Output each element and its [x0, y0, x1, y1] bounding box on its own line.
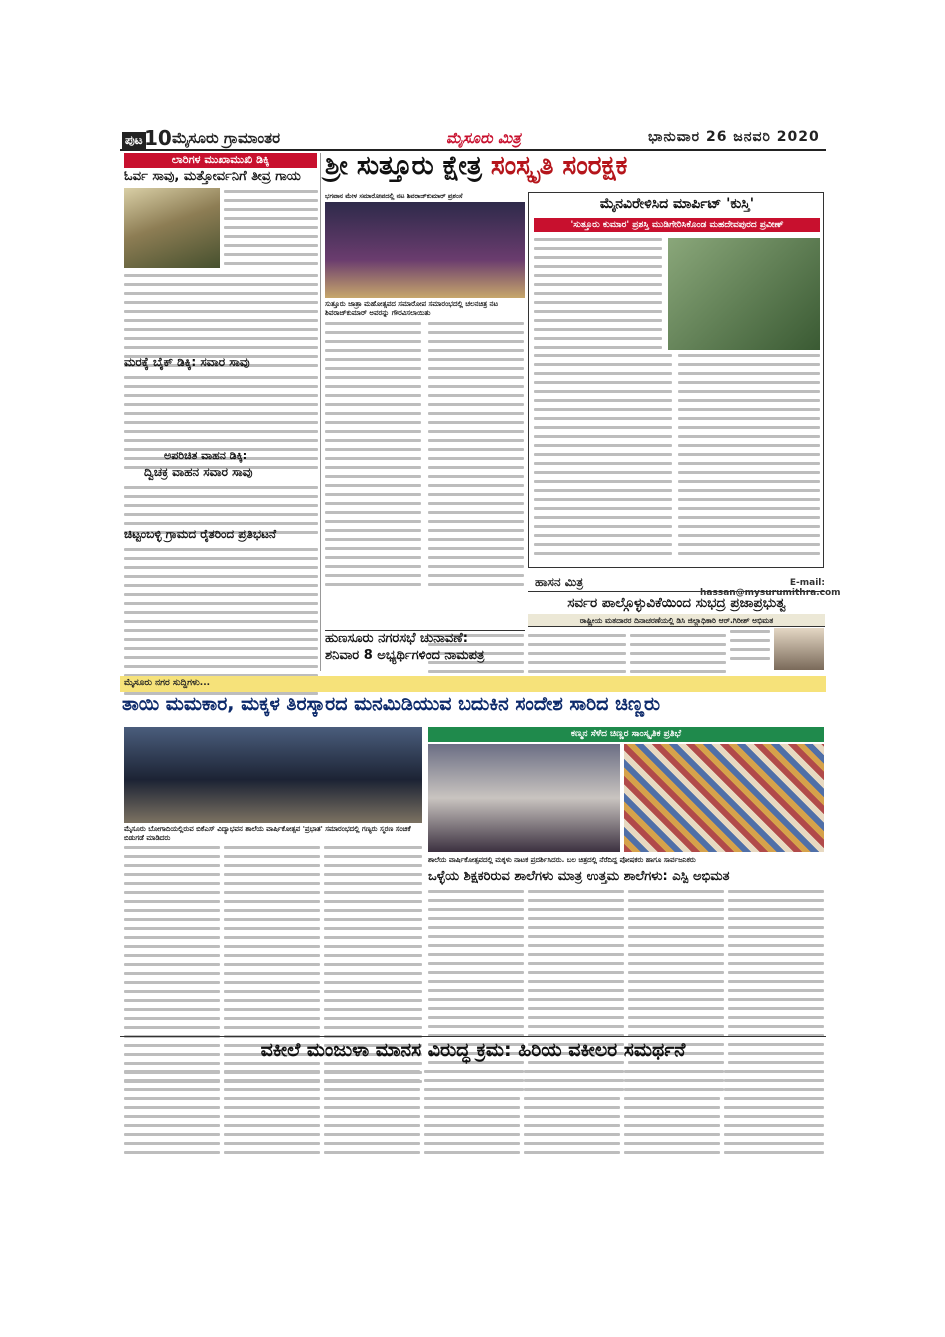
page-number: 10: [144, 126, 172, 150]
page-label: ಪುಟ: [122, 132, 146, 149]
dc-portrait-photo: [774, 628, 824, 670]
lawyer-text-col2: [224, 1070, 320, 1160]
unknown-vehicle-headline: ಅಪರಿಚಿತ ವಾಹನ ಡಿಕ್ಕಿ:: [164, 449, 248, 462]
lawyer-headline: ವಕೀಲೆ ಮಂಜುಳಾ ಮಾನಸ ವಿರುದ್ಧ ಕ್ರಮ: ಹಿರಿಯ ವಕೀಲರ ಸಮರ್ಥನೆ: [260, 1039, 686, 1061]
main-headline-part2: ಸಂಸ್ಕೃತಿ ಸಂರಕ್ಷಕ: [490, 151, 628, 181]
center-text-col2: [428, 322, 524, 592]
accident-banner: ಲಾರಿಗಳ ಮುಖಾಮುಖಿ ಡಿಕ್ಕಿ: [124, 153, 317, 168]
lawyer-text-col6: [624, 1070, 720, 1160]
good-schools-headline: ಒಳ್ಳೆಯ ಶಿಕ್ಷಕರಿರುವ ಶಾಲೆಗಳು ಮಾತ್ರ ಉತ್ತಮ ಶಾಲೆಗಳು: ಎಸ್ಪಿ ಅಭಿಮತ: [428, 869, 730, 884]
good-schools-col1: [428, 890, 524, 1097]
issue-date: ಭಾನುವಾರ 26 ಜನವರಿ 2020: [648, 129, 820, 145]
main-headline: [325, 152, 825, 181]
wrestling-text-col1: [534, 238, 662, 355]
accident-headline: ಓರ್ವ ಸಾವು, ಮತ್ತೋರ್ವನಿಗೆ ತೀವ್ರ ಗಾಯ: [124, 169, 301, 184]
good-schools-col4: [728, 890, 824, 1097]
school-photo-caption: ಮೈಸೂರು ಬೋಗಾದಿಯಲ್ಲಿರುವ ಬಿಕೆಎಸ್ ವಿದ್ಯಾಭವನ ಶಾಲೆಯ ವಾರ್ಷಿಕೋತ್ಸವ 'ಪ್ರಭಾತ' ಸಮಾರಂಭದಲ್ಲಿ ಗಣ್ಯರು ಸ್ಮರಣ ಸಂಚಿಕೆ ಬಿಡುಗಡೆ ಮಾಡಿದರು: [124, 825, 411, 842]
wrestling-subhead: 'ಸುತ್ತೂರು ಕುಮಾರ' ಪ್ರಶಸ್ತಿ ಮುಡಿಗೇರಿಸಿಕೊಂಡ ಮಹದೇವಪುರದ ಪ್ರವೀಣ್: [534, 218, 820, 232]
city-news-label: ಮೈಸೂರು ನಗರ ಸುದ್ದಿಗಳು...: [124, 678, 211, 688]
lawyer-text-col5: [524, 1070, 620, 1160]
stage-photo: [325, 202, 525, 298]
school-headline: ತಾಯಿ ಮಮಕಾರ, ಮಕ್ಕಳ ತಿರಸ್ಕಾರದ ಮನಮಿಡಿಯುವ ಬದುಕಿನ ಸಂದೇಶ ಸಾರಿದ ಚಿಣ್ಣರು: [122, 693, 661, 715]
wrestling-headline: ಮೈನವಿರೇಳಿಸಿದ ಮಾರ್ಪಿಟ್ 'ಕುಸ್ತಿ': [599, 196, 755, 212]
good-schools-col2: [528, 890, 624, 1097]
hassan-section-label: ಹಾಸನ ಮಿತ್ರ: [535, 575, 584, 589]
hunsur-headline-1: ಹುಣಸೂರು ನಗರಸಭೆ ಚುನಾವಣೆ:: [325, 631, 468, 646]
bottom-rule: [120, 1036, 826, 1037]
main-headline-part1: ಶ್ರೀ ಸುತ್ತೂರು ಕ್ಷೇತ್ರ: [325, 151, 482, 181]
two-wheeler-headline: ದ್ವಿಚಕ್ರ ವಾಹನ ಸವಾರ ಸಾವು: [144, 465, 253, 479]
farmers-protest-headline: ಚಿಟ್ಟಂಬಳ್ಳಿ ಗ್ರಾಮದ ರೈತರಿಂದ ಪ್ರತಿಭಟನೆ: [124, 527, 277, 541]
hassan-email: E-mail: hassan@mysurumithra.com: [700, 578, 841, 598]
trucks-photo: [124, 188, 220, 268]
hassan-subhead: ರಾಷ್ಟ್ರೀಯ ಮತದಾರರ ದಿನಾಚರಣೆಯಲ್ಲಿ ಡಿಸಿ ಜಿಲ್ಲಾಧಿಕಾರಿ ಆರ್.ಗಿರೀಶ್ ಅಭಿಮತ: [528, 614, 825, 627]
masthead-logo: ಮೈಸೂರು ಮಿತ್ರ: [446, 129, 521, 147]
good-schools-col3: [628, 890, 724, 1097]
wrestling-photo: [668, 238, 820, 350]
lawyer-text-col1: [124, 1070, 220, 1160]
hunsur-headline-2: ಶನಿವಾರ 8 ಅಭ್ಯರ್ಥಿಗಳಿಂದ ನಾಮಪತ್ರ: [325, 648, 485, 663]
section-name: ಮೈಸೂರು ಗ್ರಾಮಾಂತರ: [172, 129, 281, 147]
crowd-photo: [624, 744, 824, 852]
center-text-col1: [325, 322, 421, 592]
wrestling-text-col3: [678, 354, 820, 561]
lawyer-text-col4: [424, 1070, 520, 1160]
city-news-strip: [120, 676, 826, 692]
center-caption-top: ಭಗವಾನ ಮೇಳ ಸಮಾರೋಪದಲ್ಲಿ ನಟ ಶಿವರಾಜ್‌ಕುಮಾರ್ ಪ್ರಶಂಸೆ: [325, 192, 463, 200]
lawyer-text-col3: [324, 1070, 420, 1160]
drama-photo: [428, 744, 620, 852]
bike-accident-headline: ಮರಕ್ಕೆ ಬೈಕ್ ಡಿಕ್ಕಿ: ಸವಾರ ಸಾವು: [124, 355, 250, 369]
hassan-rule: [528, 591, 825, 592]
center-photo-caption: ಸುತ್ತೂರು ಜಾತ್ರಾ ಮಹೋತ್ಸವದ ಸಮಾರೋಪ ಸಮಾರಂಭದಲ್ಲಿ ಚಲನಚಿತ್ರ ನಟ ಶಿವರಾಜ್‌ಕುಮಾರ್ ಅವರನ್ನು ಗೌರವಿಸಲಾಯಿತು: [325, 300, 499, 317]
column-divider-1: [320, 153, 321, 671]
cultural-caption: ಶಾಲೆಯ ವಾರ್ಷಿಕೋತ್ಸವದಲ್ಲಿ ಮಕ್ಕಳು ನಾಟಕ ಪ್ರದರ್ಶಿಸಿದರು. ಬಲ ಚಿತ್ರದಲ್ಲಿ ನೆರೆದಿದ್ದ ಪೋಷಕರು ಹಾಗೂ ಸಾರ್ವಜನಿಕರು: [428, 856, 696, 864]
cultural-banner: ಕಣ್ಮನ ಸೆಳೆದ ಚಿಣ್ಣರ ಸಾಂಸ್ಕೃತಿಕ ಪ್ರತಿಭೆ: [428, 727, 824, 742]
hassan-headline: ಸರ್ವರ ಪಾಲ್ಗೊಳ್ಳುವಿಕೆಯಿಂದ ಸುಭದ್ರ ಪ್ರಜಾಪ್ರಭುತ್ವ: [567, 595, 786, 611]
accident-text-right: [224, 190, 318, 271]
wrestling-text-col2: [534, 354, 672, 561]
lawyer-text-col7: [724, 1070, 824, 1160]
school-event-photo: [124, 727, 422, 823]
